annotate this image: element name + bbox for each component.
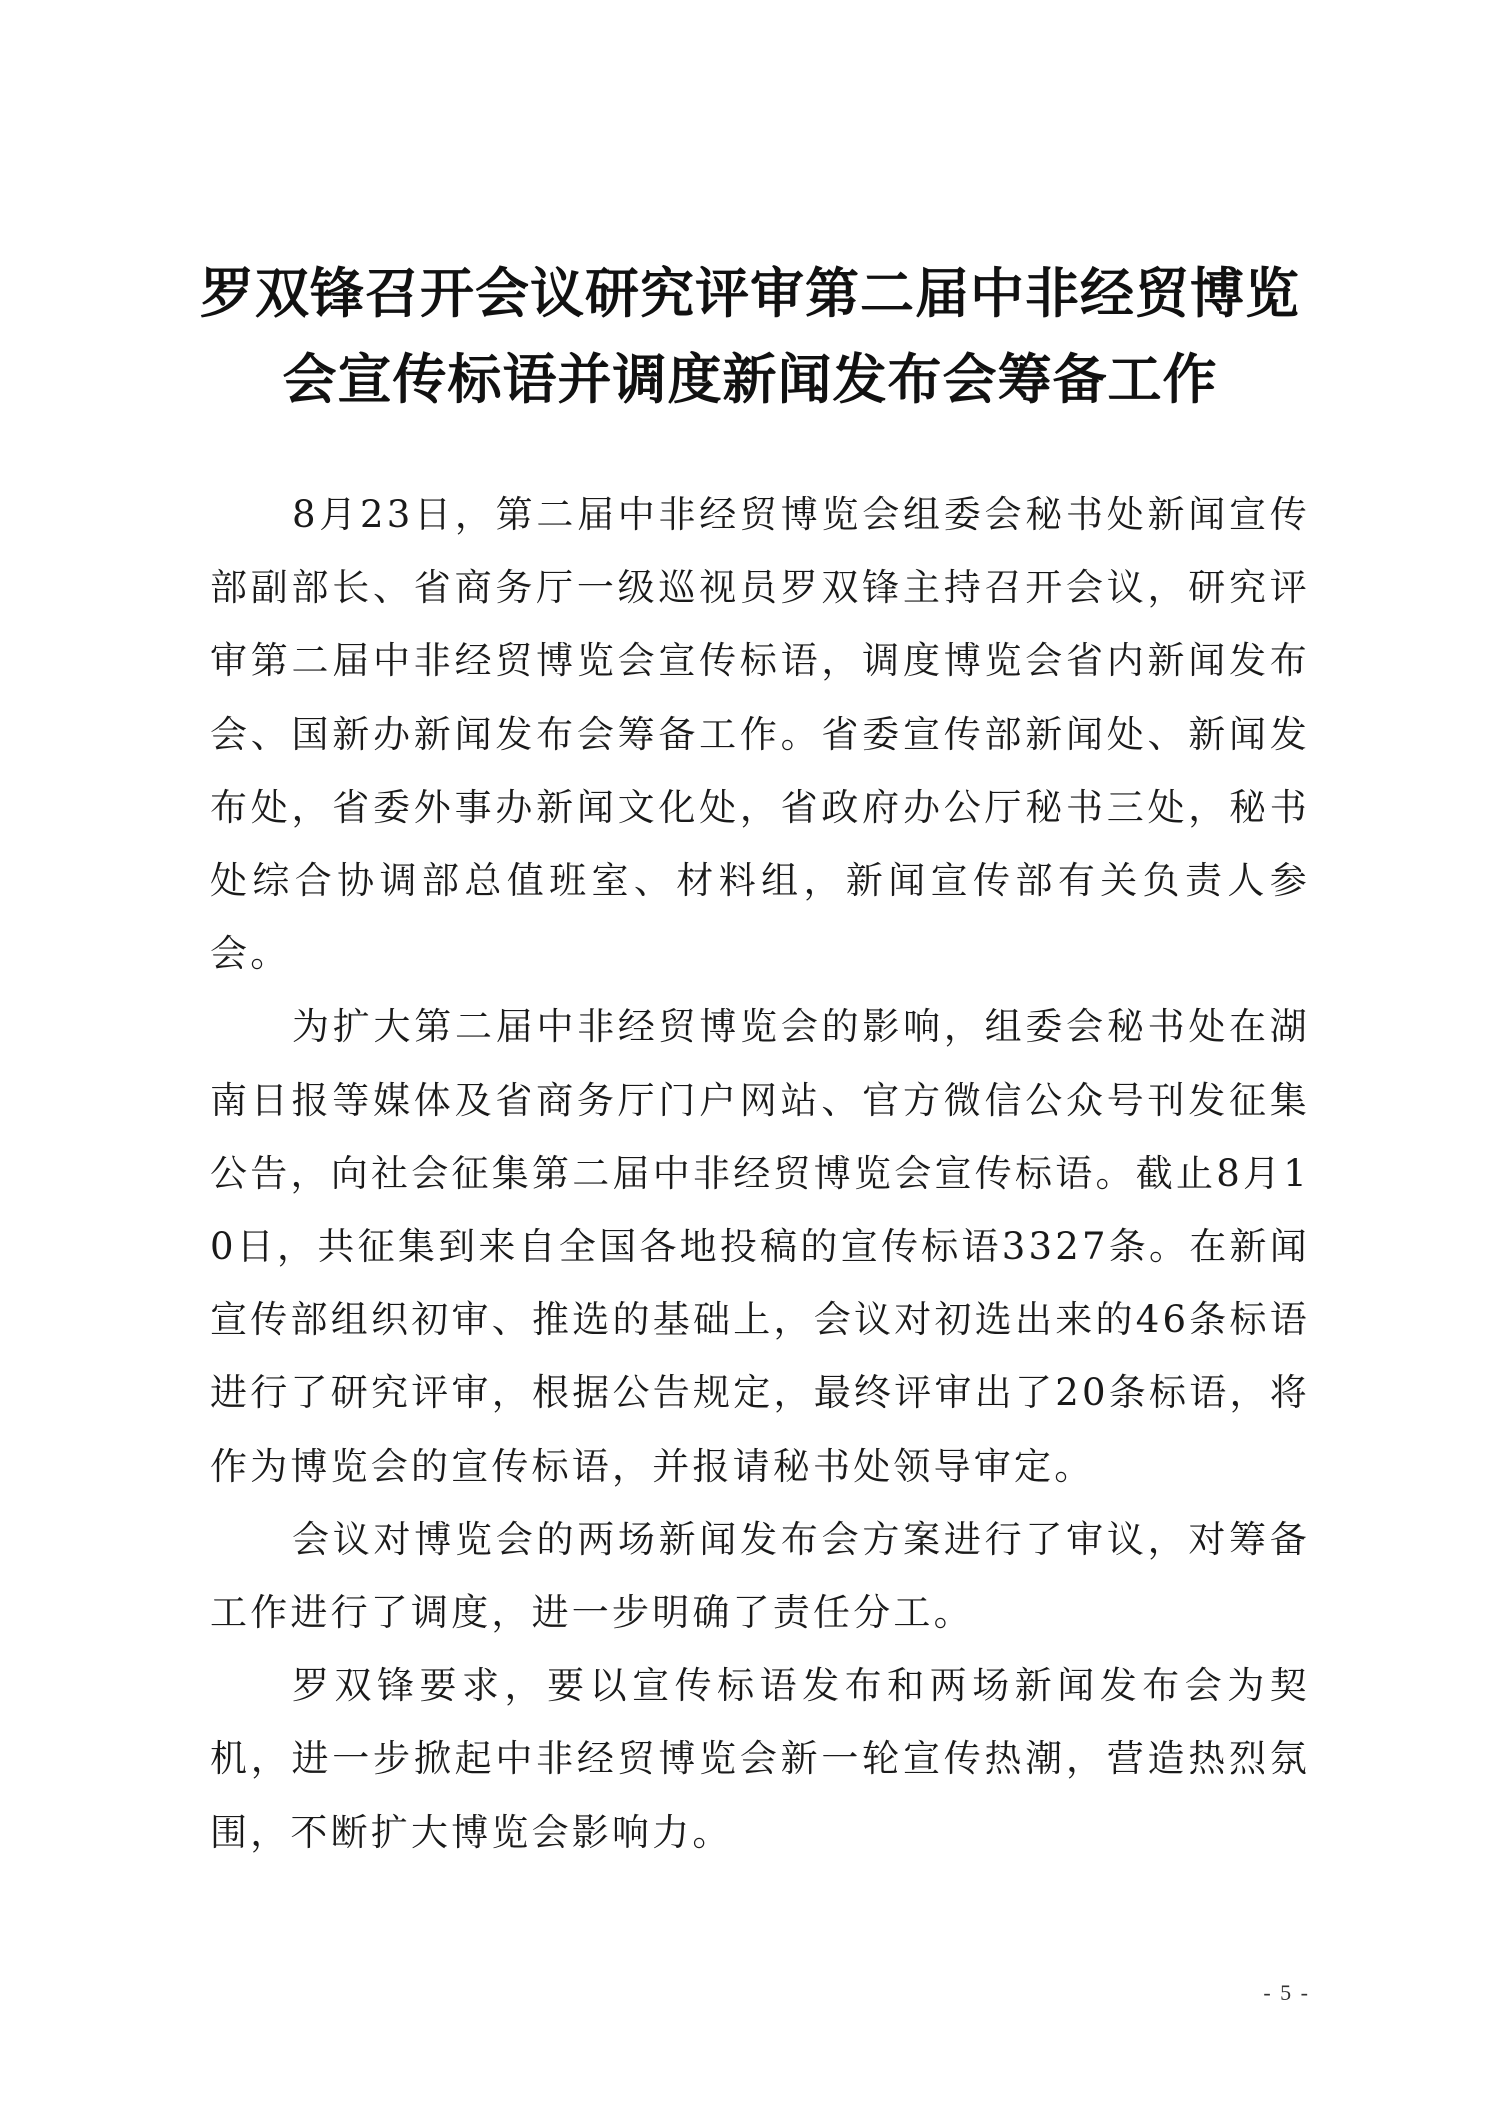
paragraph-requirements: 罗双锋要求，要以宣传标语发布和两场新闻发布会为契机，进一步掀起中非经贸博览会新一轮宣传热潮，营造热烈氛围，不断扩大博览会影响力。 bbox=[210, 1664, 1310, 1854]
title-line-2: 会宣传标语并调度新闻发布会筹备工作 bbox=[282, 347, 1218, 411]
title-line-1: 罗双锋召开会议研究评审第二届中非经贸博览 bbox=[200, 261, 1300, 325]
document-title bbox=[190, 250, 1310, 422]
paragraph-slogan-collection: 为扩大第二届中非经贸博览会的影响，组委会秘书处在湖南日报等媒体及省商务厅门户网站、官方微信公众号刊发征集公告，向社会征集第二届中非经贸博览会宣传标语。截止8月10日，共征集到来自全国各地投稿的宣传标语3327条。在新闻宣传部组织初审、推选的基础上，会议对初选出来的46条标语进行了研究评审，根据公告规定，最终评审出了20条标语，将作为博览会的宣传标语，并报请秘书处领导审定。 bbox=[210, 1005, 1310, 1488]
paragraph-press-conference-review: 会议对博览会的两场新闻发布会方案进行了审议，对筹备工作进行了调度，进一步明确了责任分工。 bbox=[210, 1517, 1310, 1635]
paragraph-meeting-summary: 8月23日，第二届中非经贸博览会组委会秘书处新闻宣传部副部长、省商务厅一级巡视员罗双锋主持召开会议，研究评审第二届中非经贸博览会宣传标语，调度博览会省内新闻发布会、国新办新闻发布会筹备工作。省委宣传部新闻处、新闻发布处，省委外事办新闻文化处，省政府办公厅秘书三处，秘书处综合协调部总值班室、材料组，新闻宣传部有关负责人参会。 bbox=[210, 493, 1310, 976]
document-body bbox=[210, 478, 1310, 1869]
page-number: - 5 - bbox=[1263, 1980, 1310, 2005]
